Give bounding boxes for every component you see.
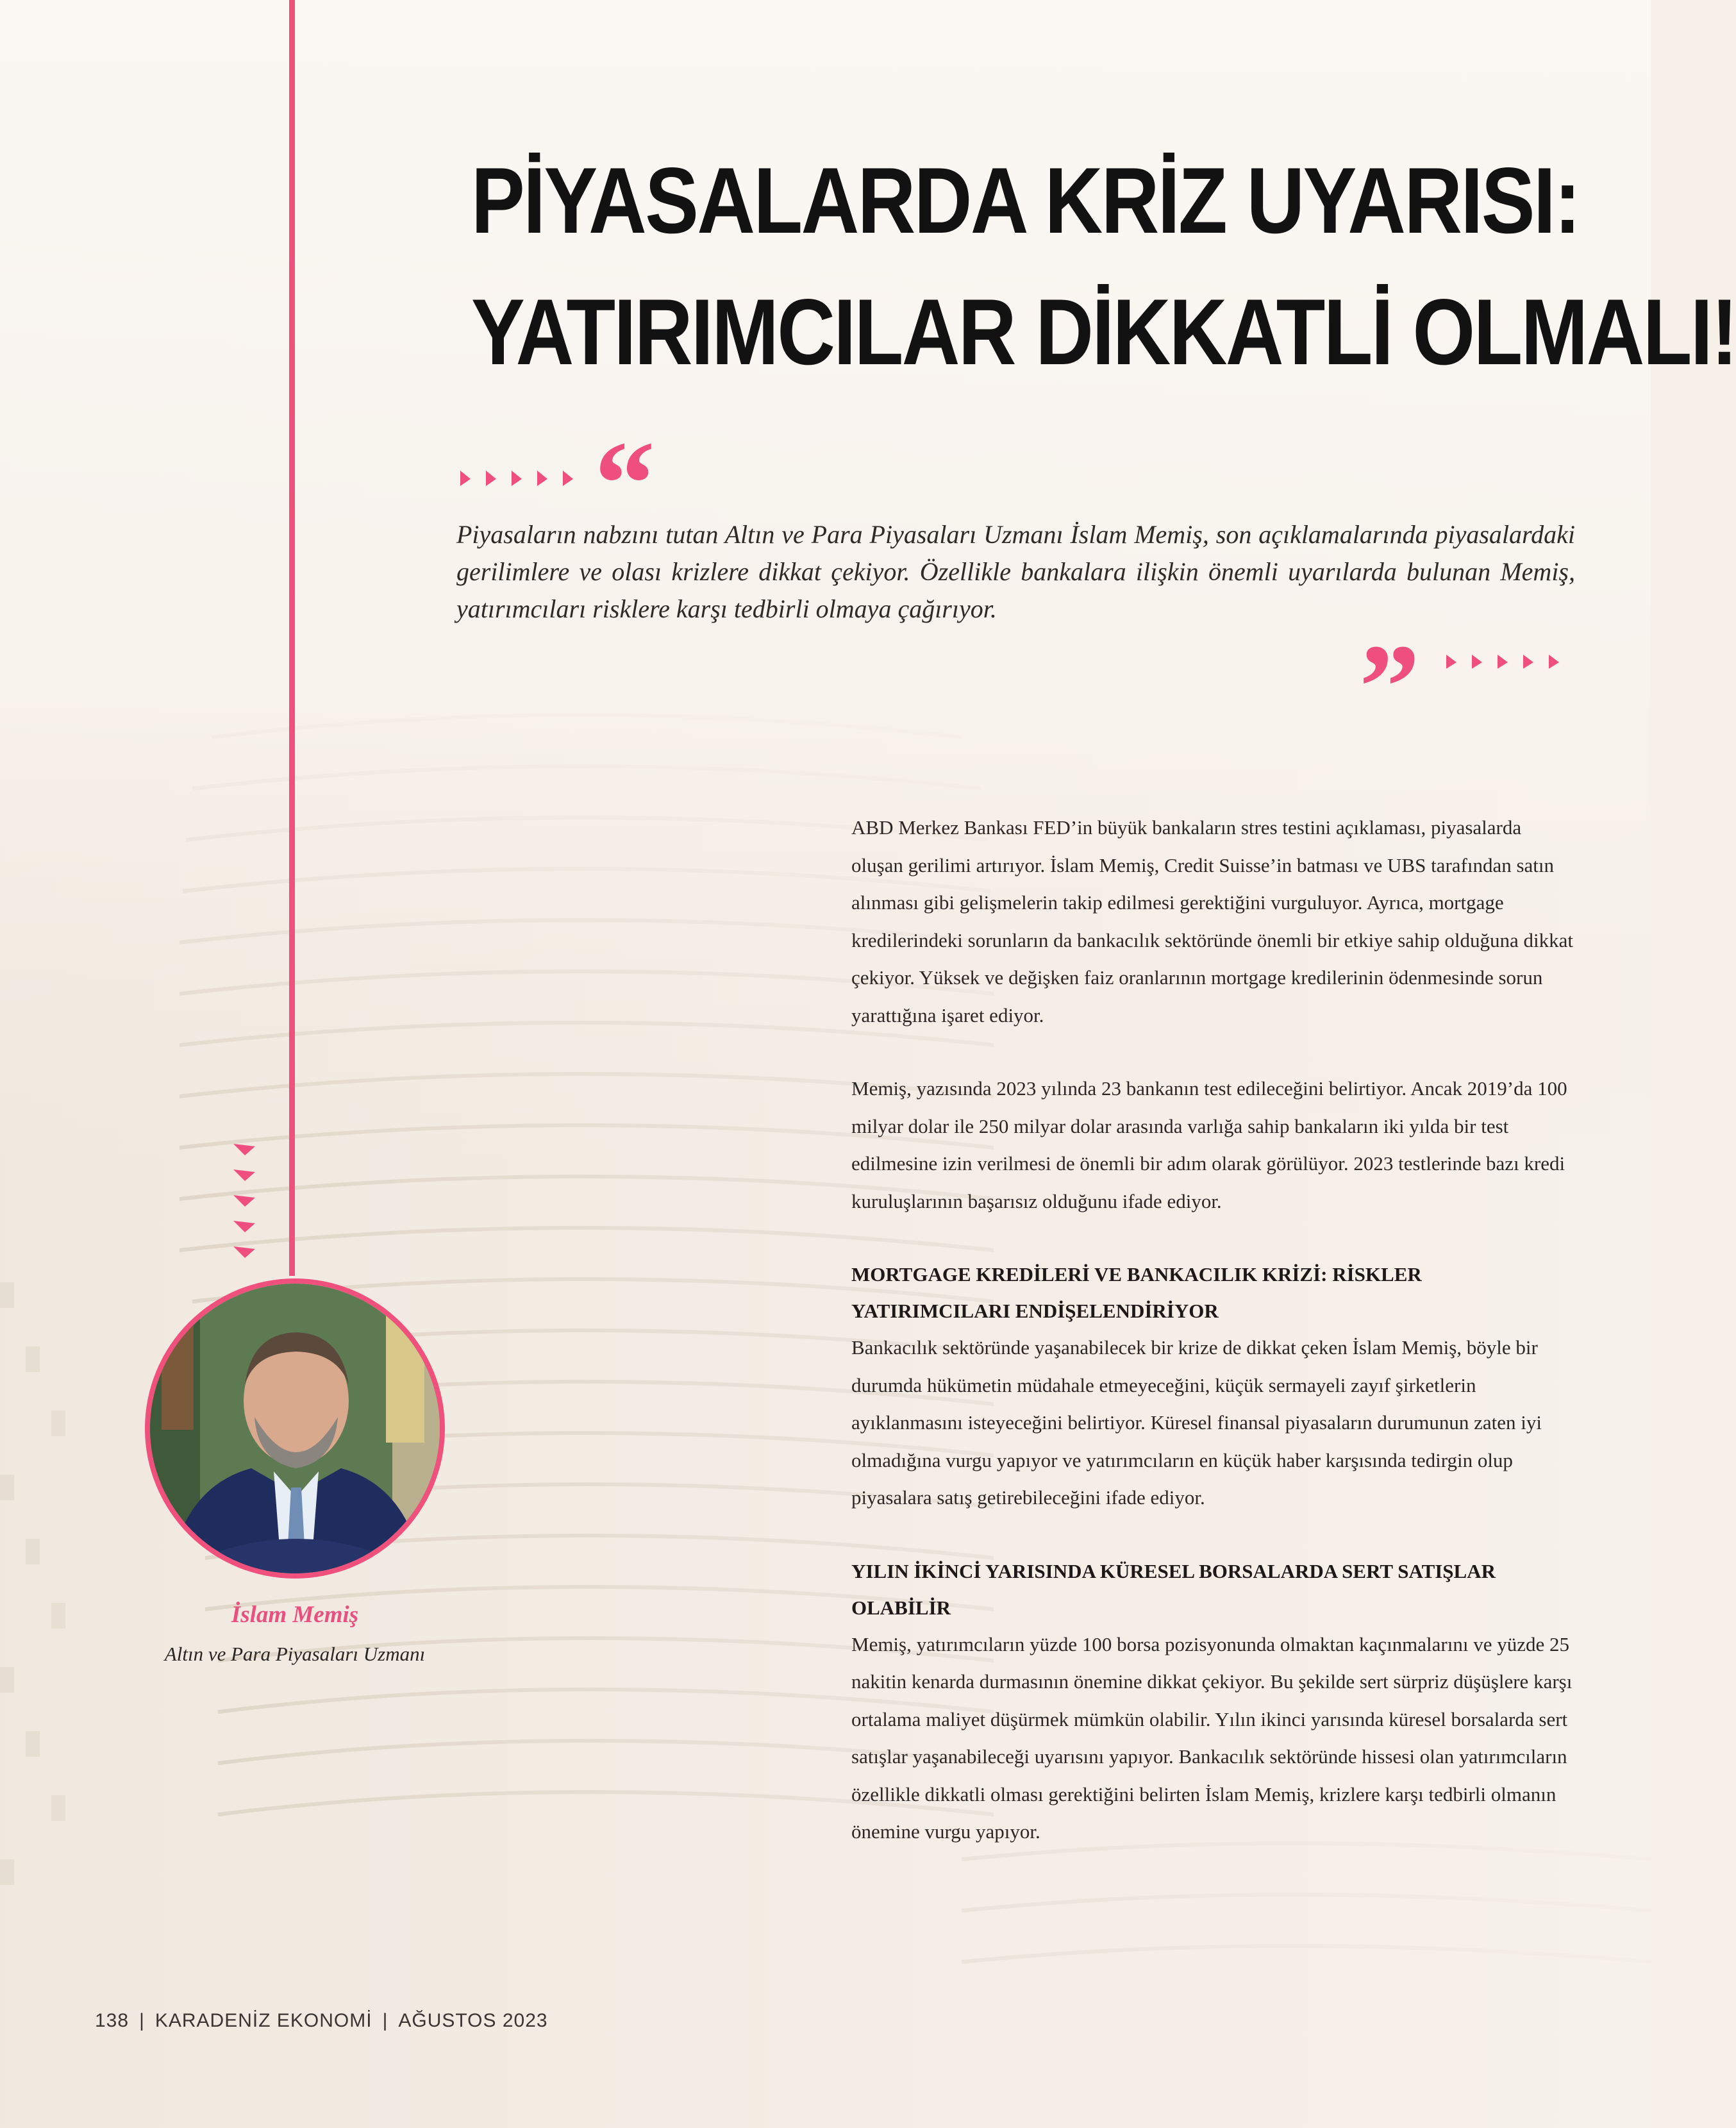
down-chevrons-icon [231,1135,263,1269]
body-paragraph-2: Memiş, yazısında 2023 yılında 23 bankanın test edileceğini belirtiyor. Ancak 2019’da 100 milyar dolar ile 250 milyar dolar arasında varlığa sahip bankaların iki yılda bir test edilmesine izin verilmesi de önemli bir adım olarak görülüyor. 2023 testlerinde bazı kredi kuruluşlarının başarısız olduğunu ifade ediyor. [851,1077,1567,1212]
page-number: 138 [95,2010,129,2031]
svg-text:”: ” [1359,620,1420,755]
accent-vertical-line [289,0,295,1276]
svg-text:“: “ [594,417,655,551]
person-role: Altın ve Para Piyasaları Uzmanı [164,1643,426,1665]
magazine-name: KARADENİZ EKONOMİ [154,2010,372,2031]
article-title [471,135,1736,398]
title-line-2: YATIRIMCILAR DİKKATLİ OLMALI! [471,280,1736,384]
footer-divider: | [139,2010,145,2031]
body-paragraph-1: ABD Merkez Bankası FED’in büyük bankaların stres testini açıklaması, piyasalarda oluşan gerilimi artırıyor. İslam Memiş, Credit Suisse’in batması ve UBS tarafından satın alınması gibi gelişmelerin takip edilmesi gerektiğini vurguluyor. Ayrıca, mortgage kredilerindeki sorunların da bankacılık sektöründe önemli bir etkiye sahip olduğuna dikkat çekiyor. Yüksek ve değişken faiz oranlarının mortgage kredilerinin ödenmesinde sorun yarattığına işaret ediyor. [851,816,1574,1026]
title-line-1: PİYASALARDA KRİZ UYARISI: [471,148,1580,253]
portrait-photo [142,1276,447,1581]
section-heading-1: MORTGAGE KREDİLERİ VE BANKACILIK KRİZİ: RİSKLER YATIRIMCILARI ENDİŞELENDİRİYOR [851,1263,1422,1322]
close-quote-icon [1359,620,1577,755]
body-paragraph-3: Bankacılık sektöründe yaşanabilecek bir krize de dikkat çeken İslam Memiş, böyle bir durumda hükümetin müdahale etmeyeceğini, küçük sermayeli zayıf şirketlerin ayıklanmasını isteyeceğini belirtiyor. Küresel finansal piyasaların durumunun zaten iyi olmadığına vurgu yapıyor ve yatırımcıların en küçük haber karşısında tedirgin olup piyasalara satış getirebileceğini ifade ediyor. [851,1336,1542,1509]
issue-date: AĞUSTOS 2023 [398,2010,548,2031]
open-quote-icon [456,417,674,551]
lead-paragraph: Piyasaların nabzını tutan Altın ve Para Piyasaları Uzmanı İslam Memiş, son açıklamalarında piyasalardaki gerilimlere ve olası krizlere dikkat çekiyor. Özellikle bankalara ilişkin önemli uyarılarda bulunan Memiş, yatırımcıları risklere karşı tedbirli olmaya çağırıyor. [456,520,1575,623]
article-body [851,809,1576,1887]
section-heading-2: YILIN İKİNCİ YARISINDA KÜRESEL BORSALARDA SERT SATIŞLAR OLABİLİR [851,1559,1496,1619]
page-footer [95,2010,548,2032]
person-name: İslam Memiş [231,1602,359,1628]
footer-divider: | [382,2010,388,2031]
body-paragraph-4: Memiş, yatırımcıların yüzde 100 borsa pozisyonunda olmaktan kaçınmalarını ve yüzde 25 nakitin kenarda durmasının önemine dikkat çekiyor. Bu şekilde sert sürpriz düşüşlere karşı ortalama maliyet düşürmek mümkün olabilir. Yılın ikinci yarısında küresel borsalarda sert satışlar yaşanabileceği uyarısını yapıyor. Bankacılık sektöründe hissesi olan yatırımcıların özellikle dikkatli olması gerektiğini belirten İslam Memiş, krizlere karşı tedbirli olmanın önemine vurgu yapıyor. [851,1632,1573,1843]
